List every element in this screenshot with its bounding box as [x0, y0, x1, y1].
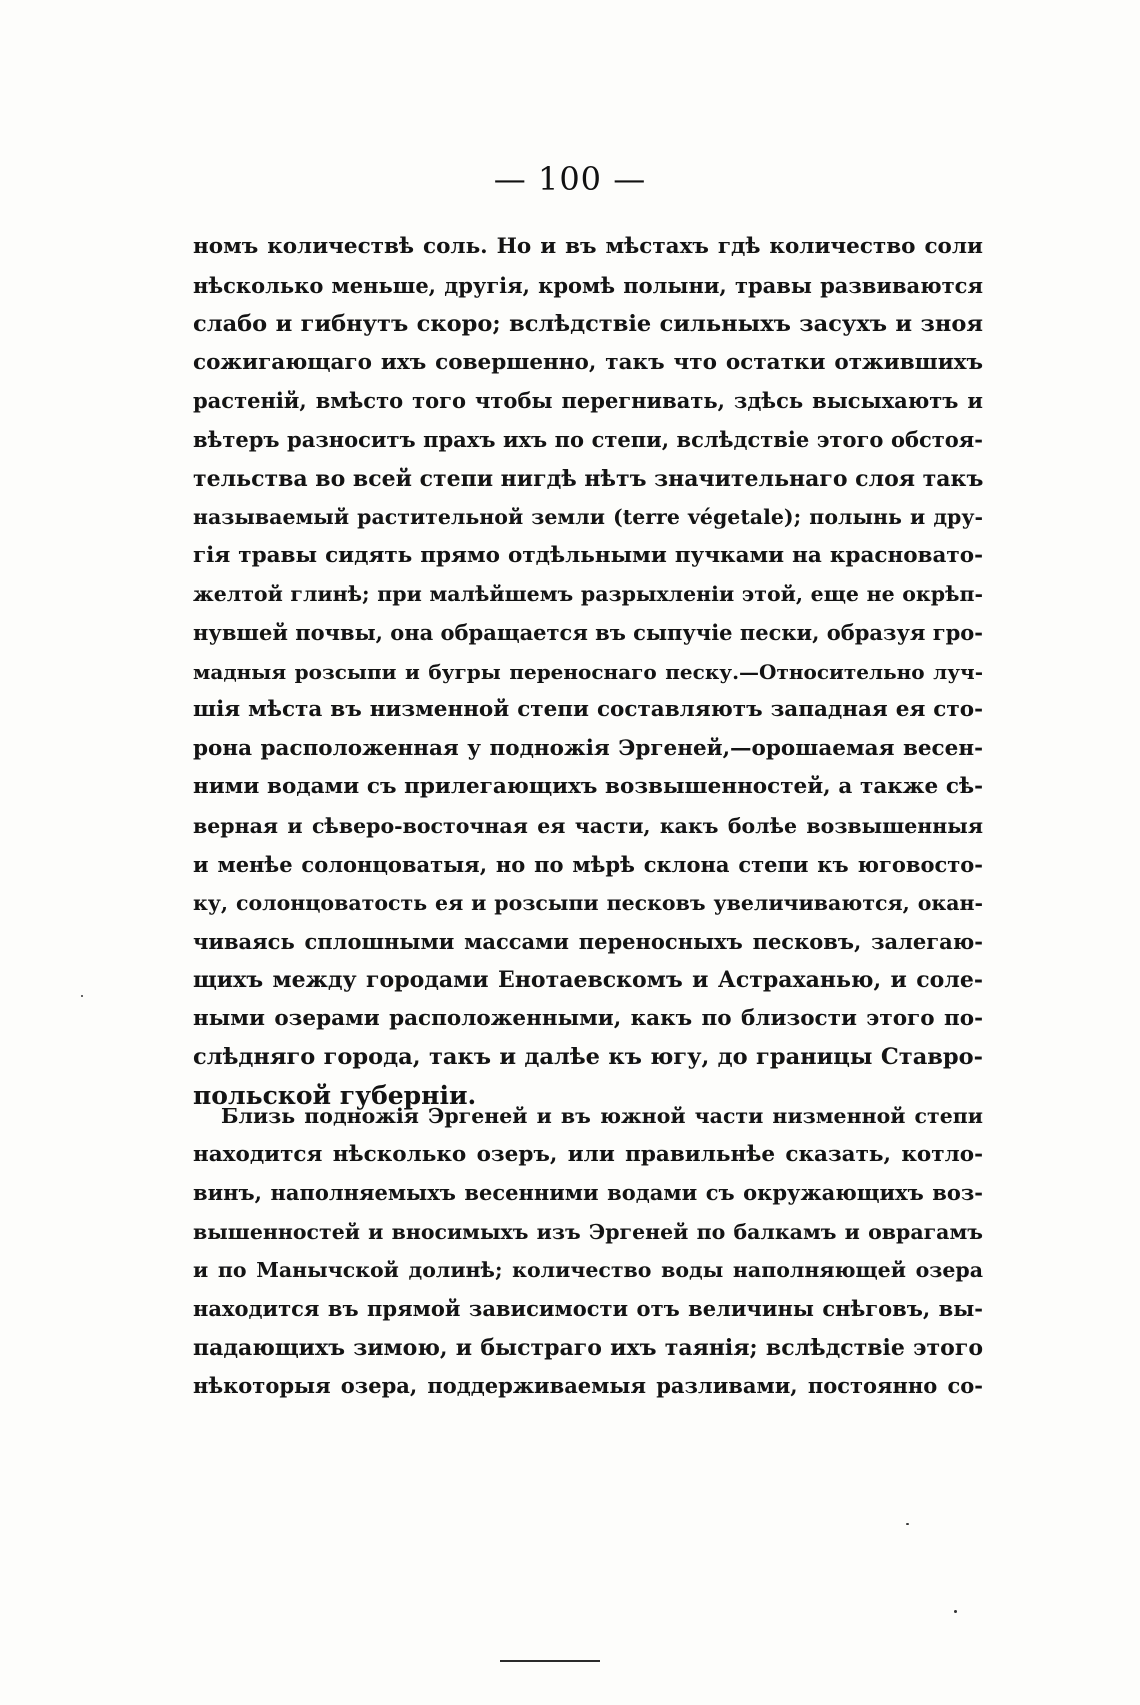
bottom-rule [500, 1660, 600, 1662]
text-line: чиваясь сплошными массами переносныхъ песковъ, залегаю- [193, 928, 983, 954]
text-line: находится въ прямой зависимости отъ величины снѣговъ, вы- [193, 1295, 983, 1321]
text-line: гія травы сидять прямо отдѣльными пучками на красновато- [193, 542, 983, 568]
text-line: слабо и гибнутъ скоро; вслѣдствіе сильныхъ засухъ и зноя [193, 311, 983, 338]
text-line: нѣкоторыя озера, поддерживаемыя разливами, постоянно со- [193, 1373, 983, 1399]
text-line: растеній, вмѣсто того чтобы перегнивать, здѣсь высыхаютъ и [193, 388, 983, 414]
text-line: сожигающаго ихъ совершенно, такъ что остатки отжившихъ [193, 349, 983, 375]
text-line: вышенностей и вносимыхъ изъ Эргеней по балкамъ и оврагамъ [193, 1219, 983, 1244]
text-line: и менѣе солонцоватыя, но по мѣрѣ склона степи къ юговосто- [193, 851, 983, 877]
print-speck [81, 995, 83, 997]
text-line: находится нѣсколько озеръ, или правильнѣе сказать, котло- [193, 1141, 983, 1167]
page-number: — 100 — [493, 160, 647, 198]
text-line: вѣтеръ разноситъ прахъ ихъ по степи, вслѣдствіе этого обстоя- [193, 426, 983, 452]
text-line: номъ количествѣ соль. Но и въ мѣстахъ гдѣ количество соли [193, 234, 983, 259]
text-line: нѣсколько меньше, другія, кромѣ полыни, травы развиваются [193, 272, 983, 298]
text-line: мадныя розсыпи и бугры переноснаго песку.—Относительно луч- [193, 659, 983, 684]
text-line: ними водами съ прилегающихъ возвышенностей, а также сѣ- [193, 774, 983, 800]
text-line: нувшей почвы, она обращается въ сыпучіе пески, образуя гро- [193, 619, 983, 645]
text-line: ными озерами расположенными, какъ по близости этого по- [193, 1005, 983, 1031]
text-line: щихъ между городами Енотаевскомъ и Астраханью, и соле- [193, 967, 983, 994]
text-line: желтой глинѣ; при малѣйшемъ разрыхленіи этой, еще не окрѣп- [193, 582, 983, 607]
text-line: падающихъ зимою, и быстраго ихъ таянія; вслѣдствіе этого [193, 1334, 983, 1361]
text-line: Близь подножія Эргеней и въ южной части низменной степи [221, 1104, 983, 1128]
text-line: называемый растительной земли (terre végetale); полынь и дру- [193, 505, 983, 530]
text-line: тельства во всей степи нигдѣ нѣтъ значительнаго слоя такъ [193, 465, 983, 492]
text-line: слѣдняго города, такъ и далѣе къ югу, до границы Ставро- [193, 1044, 983, 1071]
text-line: шія мѣста въ низменной степи составляютъ западная ея сто- [193, 697, 983, 723]
text-line: винъ, наполняемыхъ весенними водами съ окружающихъ воз- [193, 1180, 983, 1206]
text-line: и по Манычской долинѣ; количество воды наполняющей озера [193, 1258, 983, 1283]
paragraph-2 [193, 1097, 983, 1406]
print-speck [954, 1610, 957, 1613]
text-line: ку, солонцоватость ея и розсыпи песковъ увеличиваются, окан- [193, 891, 983, 916]
paragraph-1 [193, 228, 983, 1116]
text-line: польской губерніи. [193, 1081, 477, 1111]
text-line: верная и сѣверо-восточная ея части, какъ болѣе возвышенныя [193, 813, 983, 838]
text-line: рона расположенная у подножія Эргеней,—орошаемая весен- [193, 735, 983, 761]
print-speck [906, 1523, 909, 1525]
